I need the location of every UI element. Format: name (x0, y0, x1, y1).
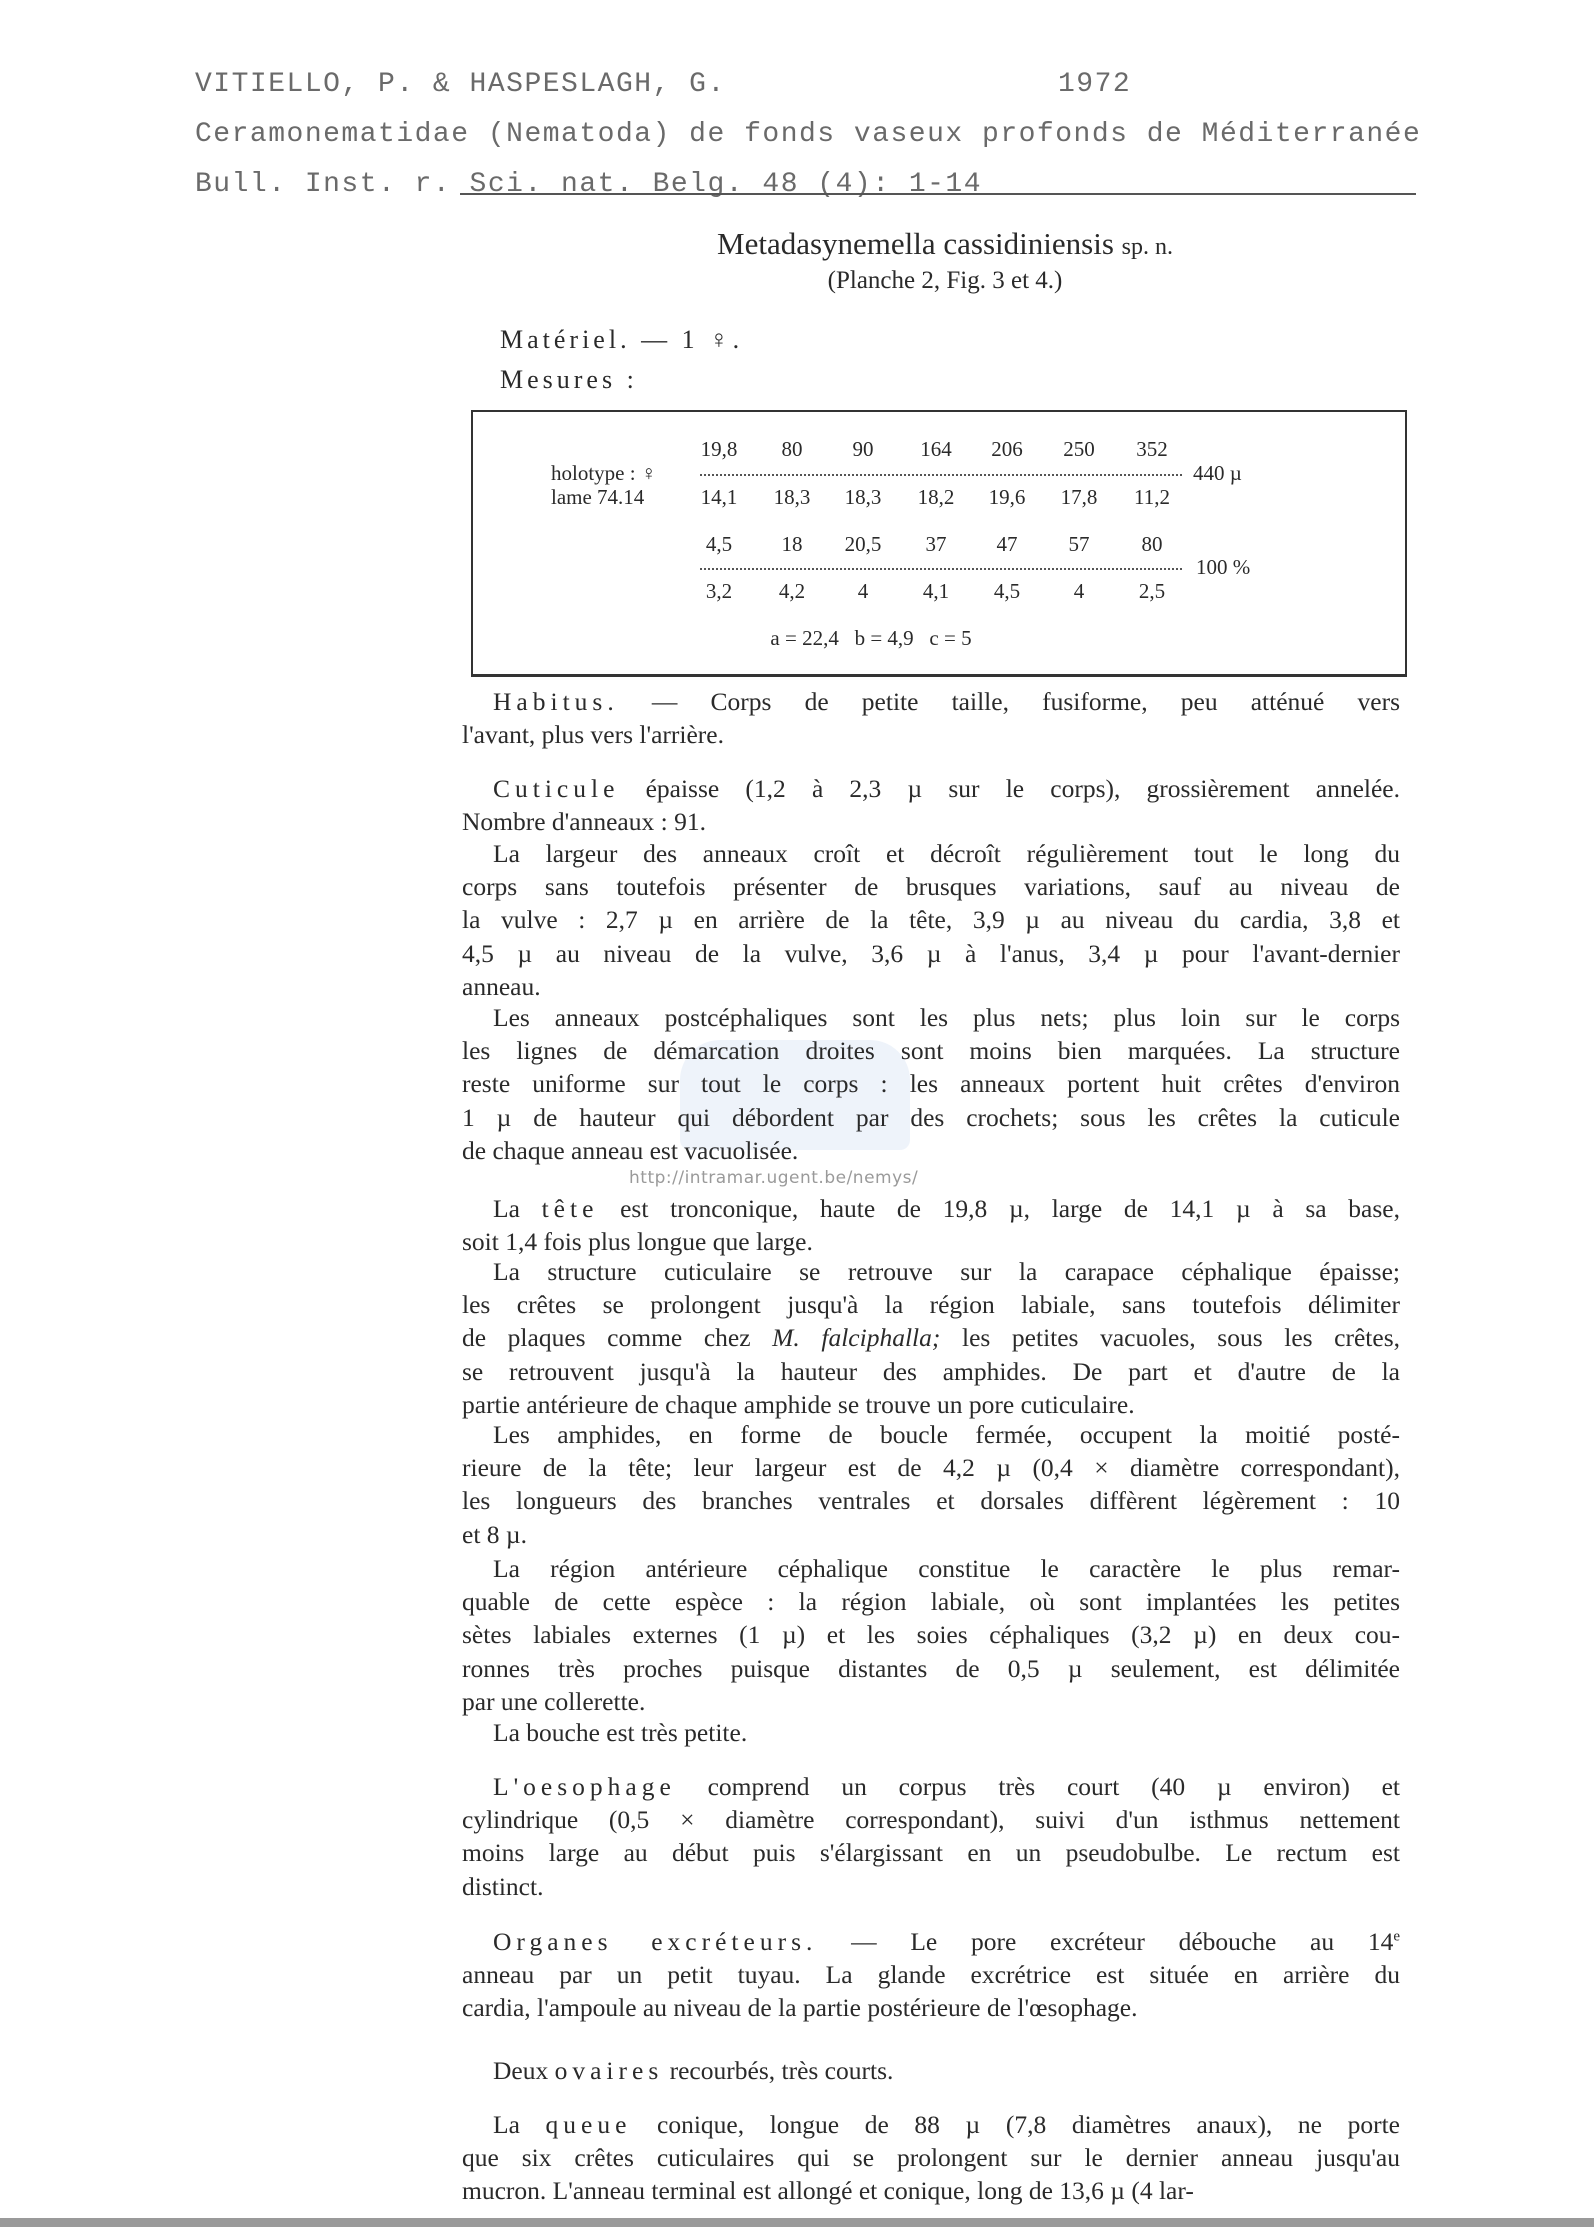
mesures-label: Mesures : (500, 365, 638, 394)
section-keyword: queue (545, 2110, 632, 2139)
measurement-value: 19,8 (700, 437, 738, 461)
text-line: les crêtes se prolongent jusqu'à la région labiale, sans toutefois délimiter (462, 1290, 1400, 1320)
text-line: les longueurs des branches ventrales et dorsales diffèrent légèrement : 10 (462, 1486, 1400, 1516)
text-line: mucron. L'anneau terminal est allongé et conique, long de 13,6 µ (4 lar- (462, 2176, 1194, 2206)
text-line: partie antérieure de chaque amphide se trouve un pore cuticulaire. (462, 1389, 1135, 1419)
year: 1972 (1058, 69, 1132, 100)
section-keyword: Cuticule (493, 774, 620, 803)
text-segment: de plaques comme chez (462, 1323, 773, 1353)
text-line (462, 1321, 1400, 1354)
measurement-value: 3,2 (705, 579, 733, 603)
paragraph (462, 2054, 1400, 2087)
text-line: et 8 µ. (462, 1519, 527, 1549)
text-line: la vulve : 2,7 µ en arrière de la tête, 3,9 µ au niveau du cardia, 3,8 et (462, 905, 1400, 935)
measurement-value: 19,6 (988, 485, 1026, 509)
watermark-url: http://intramar.ugent.be/nemys/ (629, 1168, 919, 1188)
text-segment: recourbés, très courts. (663, 2056, 894, 2085)
text-line: que six crêtes cuticulaires qui se prolongent sur le dernier anneau jusqu'au (462, 2143, 1400, 2173)
scan-bottom-edge (0, 2218, 1594, 2227)
text-line: La structure cuticulaire se retrouve sur la carapace céphalique épaisse; (493, 1257, 1400, 1286)
materiel-label: Matériel. — 1 ♀. (500, 325, 744, 354)
measurement-value: 47 (996, 532, 1018, 556)
text-segment: La (493, 2110, 546, 2139)
text-line: distinct. (462, 1871, 544, 1901)
paragraph (462, 1418, 1400, 1551)
text-line: Les anneaux postcéphaliques sont les plus nets; plus loin sur le corps (493, 1003, 1400, 1032)
species-reference: M. falciphalla; (772, 1323, 941, 1353)
text-line: reste uniforme sur tout le corps : les anneaux portent huit crêtes d'environ (462, 1069, 1400, 1099)
paragraph (462, 1770, 1400, 1903)
text-line (462, 772, 1400, 805)
paragraph (462, 685, 1400, 751)
authors: VITIELLO, P. & HASPESLAGH, G. (195, 69, 726, 100)
measurement-value: 4,5 (993, 579, 1021, 603)
species-heading (0, 226, 1594, 265)
section-keyword: tête (541, 1194, 599, 1223)
text-line: quable de cette espèce : la région labiale, où sont implantées les petites (462, 1587, 1400, 1617)
text-line: ronnes très proches puisque distantes de 0,5 µ seulement, est délimitée (462, 1653, 1400, 1683)
measurement-value: 4 (1073, 579, 1085, 603)
measurement-value: 80 (1141, 532, 1163, 556)
paragraph (462, 1552, 1400, 1718)
plate-reference: (Planche 2, Fig. 3 et 4.) (827, 267, 1063, 294)
total-percent: 100 % (1196, 555, 1251, 579)
text-segment: — Le pore excréteur débouche au 14 (817, 1927, 1394, 1956)
text-line: rieure de la tête; leur largeur est de 4,2 µ (0,4 × diamètre correspondant), (462, 1453, 1400, 1483)
citation-underline (460, 193, 1416, 195)
text-line: soit 1,4 fois plus longue que large. (462, 1227, 813, 1257)
paragraph (462, 1925, 1400, 2025)
measurement-value: 2,5 (1138, 579, 1166, 603)
measurement-value: 11,2 (1134, 485, 1170, 509)
citation-journal: Sci. nat. Belg. 48 (4): 1-14 (469, 169, 983, 200)
text-segment: est tronconique, haute de 19,8 µ, large de 14,1 µ à sa base, (598, 1194, 1400, 1223)
text-line: La largeur des anneaux croît et décroît régulièrement tout le long du (493, 839, 1400, 868)
total-length: 440 µ (1193, 461, 1242, 485)
holotype-label: holotype : ♀ (551, 461, 657, 485)
measurement-value: 18 (781, 532, 803, 556)
text-segment: — Corps de petite taille, fusiforme, peu atténué vers (618, 687, 1400, 716)
measurement-value: 57 (1068, 532, 1090, 556)
text-segment: La (493, 1194, 542, 1223)
measurement-value: 80 (781, 437, 803, 461)
section-keyword: L'oesophage (493, 1772, 676, 1801)
text-line: La région antérieure céphalique constitue le caractère le plus remar- (493, 1554, 1400, 1583)
text-line: Les amphides, en forme de boucle fermée, occupent la moitié posté- (493, 1420, 1400, 1449)
slide-label: lame 74.14 (551, 485, 645, 509)
text-line (462, 2054, 1400, 2087)
paragraph (462, 1192, 1400, 1258)
ratios: a = 22,4 b = 4,9 c = 5 (770, 626, 972, 650)
text-segment: e (1393, 1928, 1400, 1945)
measurement-value: 206 (991, 437, 1023, 461)
text-line (462, 2108, 1400, 2141)
text-line: anneau. (462, 971, 541, 1001)
text-line (462, 1192, 1400, 1225)
text-segment: épaisse (1,2 à 2,3 µ sur le corps), grossièrement annelée. (619, 774, 1400, 803)
measurement-value: 164 (920, 437, 952, 461)
measurement-value: 250 (1063, 437, 1095, 461)
text-line: Nombre d'anneaux : 91. (462, 807, 706, 837)
measurement-value: 18,2 (917, 485, 955, 509)
text-line: cardia, l'ampoule au niveau de la partie postérieure de l'œsophage. (462, 1993, 1138, 2023)
text-line: 1 µ de hauteur qui débordent par des crochets; sous les crêtes la cuticule (462, 1102, 1400, 1132)
dotted-line (700, 568, 1182, 570)
text-line: La bouche est très petite. (493, 1718, 748, 1747)
paragraph (462, 2108, 1400, 2208)
measurement-value: 352 (1136, 437, 1168, 461)
text-line: 4,5 µ au niveau de la vulve, 3,6 µ à l'anus, 3,4 µ pour l'avant-dernier (462, 938, 1400, 968)
text-line (462, 685, 1400, 718)
dotted-line (700, 474, 1182, 476)
section-keyword: ovaires (554, 2056, 664, 2085)
text-line: se retrouvent jusqu'à la hauteur des amphides. De part et d'autre de la (462, 1356, 1400, 1386)
text-segment: comprend un corpus très court (40 µ environ) et (675, 1772, 1400, 1801)
paragraph (462, 1716, 1400, 1749)
text-line: corps sans toutefois présenter de brusques variations, sauf au niveau de (462, 872, 1400, 902)
measurement-value: 4,1 (922, 579, 950, 603)
measurement-value: 14,1 (700, 485, 738, 509)
paragraph (462, 837, 1400, 1003)
paragraph (462, 1001, 1400, 1167)
paragraph (462, 1255, 1400, 1421)
text-line: par une collerette. (462, 1686, 646, 1716)
measurement-value: 4,5 (705, 532, 733, 556)
citation-prefix: Bull. Inst. r. (195, 169, 470, 200)
text-line: cylindrique (0,5 × diamètre correspondant), suivi d'un isthmus nettement (462, 1805, 1400, 1835)
text-line: moins large au début puis s'élargissant en un pseudobulbe. Le rectum est (462, 1838, 1400, 1868)
text-segment: les petites vacuoles, sous les crêtes, (940, 1323, 1400, 1353)
text-line (462, 1770, 1400, 1803)
measurement-value: 37 (925, 532, 947, 556)
measurement-value: 20,5 (844, 532, 882, 556)
text-line: l'avant, plus vers l'arrière. (462, 720, 724, 750)
text-line: les lignes de démarcation droites sont moins bien marquées. La structure (462, 1036, 1400, 1066)
article-title: Ceramonematidae (Nematoda) de fonds vaseux profonds de Méditerranée (195, 119, 1422, 150)
text-line: sètes labiales externes (1 µ) et les soies céphaliques (3,2 µ) en deux cou- (462, 1620, 1400, 1650)
measurement-value: 90 (852, 437, 874, 461)
measurement-value: 4 (857, 579, 869, 603)
section-keyword: Habitus. (493, 687, 619, 716)
text-line: de chaque anneau est vacuolisée. (462, 1135, 799, 1165)
measurement-value: 18,3 (773, 485, 811, 509)
measurement-value: 18,3 (844, 485, 882, 509)
measurement-value: 17,8 (1060, 485, 1098, 509)
citation (195, 169, 982, 201)
species-name: Metadasynemella cassidiniensis (717, 226, 1114, 261)
text-segment: conique, longue de 88 µ (7,8 diamètres anaux), ne porte (631, 2110, 1400, 2139)
section-keyword: Organes excréteurs. (493, 1927, 818, 1956)
text-segment: Deux (493, 2056, 555, 2085)
paragraph (462, 772, 1400, 838)
text-line: anneau par un petit tuyau. La glande excrétrice est située en arrière du (462, 1960, 1400, 1990)
species-suffix: sp. n. (1121, 234, 1173, 260)
text-line (462, 1925, 1400, 1958)
measurement-value: 4,2 (778, 579, 806, 603)
